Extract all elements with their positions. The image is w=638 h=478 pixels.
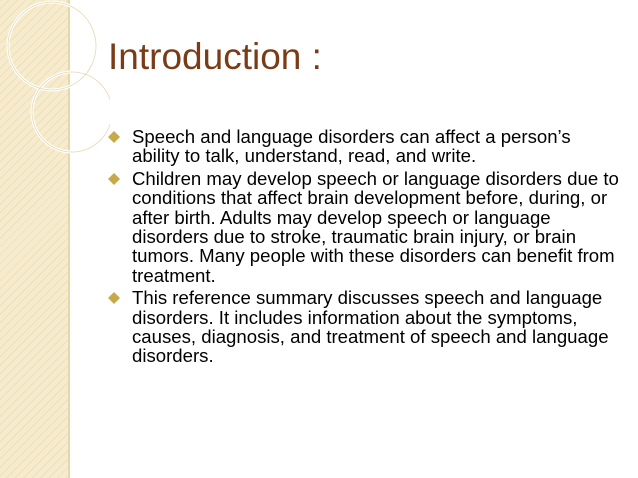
diamond-bullet-icon [108, 131, 120, 143]
bullet-text: This reference summary discusses speech and language disorders. It includes information about the symptoms, causes, diagnosis, and treatment of speech and language disorders. [132, 287, 609, 367]
bullet-item [108, 127, 620, 166]
decorative-circles-icon [0, 0, 110, 200]
slide-title: Introduction : [108, 36, 322, 77]
diamond-bullet-icon [108, 173, 120, 185]
bullet-item [108, 169, 620, 285]
bullet-text: Children may develop speech or language disorders due to conditions that affect brain development before, during, or after birth. Adults may develop speech or language disorders due to stroke, traumatic brain injury, or brain tumors. Many people with these disorders can benefit from treatment. [132, 167, 619, 286]
diamond-bullet-icon [108, 292, 120, 304]
bullet-item [108, 288, 620, 366]
bullet-list [108, 127, 620, 366]
bullet-text: Speech and language disorders can affect a person’s ability to talk, understand, read, and write. [132, 126, 571, 167]
